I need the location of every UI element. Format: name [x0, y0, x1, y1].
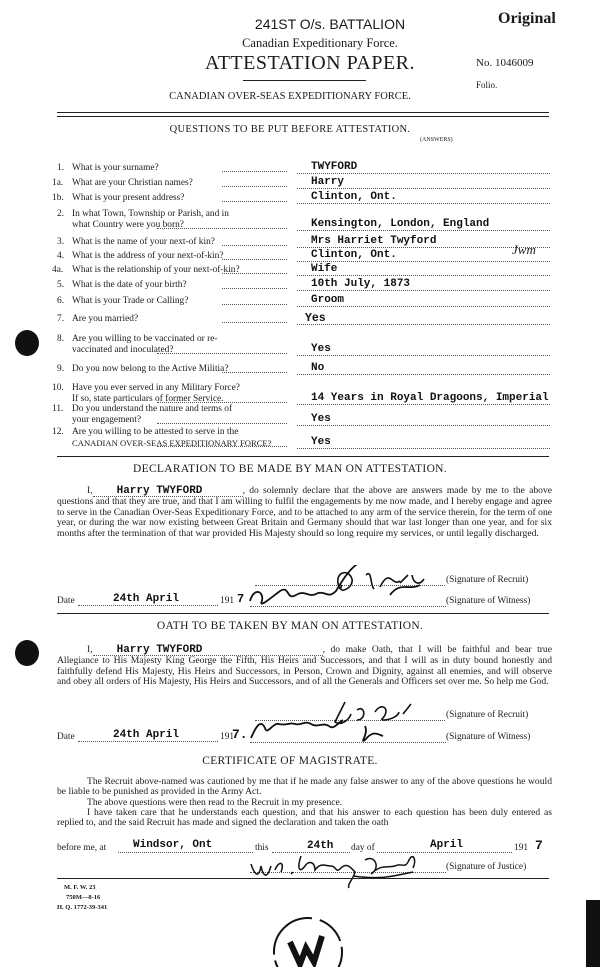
questions-heading: QUESTIONS TO BE PUT BEFORE ATTESTATION.: [169, 124, 411, 135]
question-number: 1.: [57, 163, 65, 173]
date-dots: [78, 605, 218, 606]
signature-justice-label: (Signature of Justice): [446, 862, 527, 872]
leader-dots: [222, 273, 287, 274]
answer-value: TWYFORD: [311, 161, 358, 173]
answer-line: [297, 404, 550, 405]
answer-value: Yes: [311, 413, 331, 425]
double-rule: [57, 116, 549, 117]
year-prefix: 191: [514, 843, 529, 853]
question-text: your engagement?: [72, 415, 141, 425]
oath-heading: OATH TO BE TAKEN BY MAN ON ATTESTATION.: [156, 620, 424, 632]
question-text: What is your present address?: [72, 193, 185, 203]
answer-line: [297, 324, 550, 325]
hq-reference: H. Q. 1772-39-341: [57, 904, 108, 911]
title-underline: [243, 80, 366, 81]
date-label: Date: [57, 596, 75, 606]
answer-line: [297, 275, 550, 276]
handwritten-signatures-declaration: [240, 565, 460, 613]
round-w-stamp: [268, 912, 348, 967]
page-edge-shadow: [586, 900, 600, 967]
battalion-stamp: 241ST O/s. BATTALION: [254, 16, 406, 32]
question-text: In what Town, Township or Parish, and in: [72, 209, 229, 219]
answer-value: Clinton, Ont.: [311, 249, 397, 261]
question-number: 2.: [57, 209, 65, 219]
signature-witness-label: (Signature of Witness): [446, 596, 531, 606]
answer-value: 10th July, 1873: [311, 278, 411, 290]
year-suffix: 7: [237, 592, 245, 606]
answer-line: [297, 188, 550, 189]
declaration-name: Harry TWYFORD: [116, 485, 203, 497]
force-heading: CANADIAN OVER-SEAS EXPEDITIONARY FORCE.: [169, 91, 411, 102]
handwritten-signatures-oath: [245, 698, 455, 748]
question-number: 3.: [57, 237, 65, 247]
question-number: 12.: [52, 427, 64, 437]
question-number: 8.: [57, 334, 65, 344]
leader-dots: [157, 353, 287, 354]
original-stamp: Original: [498, 10, 556, 27]
leader-dots: [222, 259, 287, 260]
declaration-body: , do solemnly declare that the above are answers made by me to the above questions and that they are true, and that I am willing to fulfil the engagements by me now made, and I hereby engage and agree to serve in the Canadian Over-Seas Expeditionary Force, and to be attached to any arm of the service therein, for the term of one year, or during the war now existing between Great Britain and Germany should that war last longer than one year, and for six months after the termination of that war provided His Majesty should so long require my services, or until legally discharged.: [57, 485, 552, 539]
question-text: If so, state particulars of former Service.: [72, 394, 224, 404]
leader-dots: [222, 245, 287, 246]
punch-hole: [15, 640, 39, 666]
question-text: What are your Christian names?: [72, 178, 193, 188]
question-text: What is the relationship of your next-of-kin?: [72, 265, 240, 275]
question-number: 6.: [57, 296, 65, 306]
declaration-date: 24th April: [113, 593, 180, 605]
answer-value: No: [311, 362, 325, 374]
question-number: 11.: [52, 404, 64, 414]
answer-line: [297, 306, 550, 307]
answer-line: [297, 374, 550, 375]
question-number: 10.: [52, 383, 64, 393]
section-rule: [57, 456, 549, 457]
answer-value: Groom: [311, 294, 345, 306]
section-rule: [57, 613, 549, 614]
signature-recruit-label: (Signature of Recruit): [446, 575, 529, 585]
question-text: Do you understand the nature and terms of: [72, 404, 233, 414]
place-dots: [118, 852, 253, 853]
certificate-p1: The Recruit above-named was cautioned by me that if he made any false answer to any of the above questions he would be liable to be punished as provided in the Army Act.: [57, 776, 552, 798]
question-text: Are you married?: [72, 314, 139, 324]
margin-initials: Jwm: [512, 242, 536, 257]
leader-dots: [222, 201, 287, 202]
certificate-p2: The above questions were then read to the Recruit in my presence.: [87, 797, 343, 808]
leader-dots: [222, 186, 287, 187]
declaration-heading: DECLARATION TO BE MADE BY MAN ON ATTESTATION.: [133, 463, 447, 475]
question-text: Do you now belong to the Active Militia?: [72, 364, 229, 374]
question-text: What is the name of your next-of kin?: [72, 237, 215, 247]
question-text: vaccinated and inoculated?: [72, 345, 174, 355]
answer-line: [297, 230, 550, 231]
print-run: 750M—8-16: [66, 894, 101, 901]
leader-dots: [222, 288, 287, 289]
page-title: ATTESTATION PAPER.: [204, 52, 415, 74]
handwritten-signature-justice: [245, 850, 455, 890]
answer-value: Wife: [311, 263, 338, 275]
answer-value: Yes: [311, 343, 331, 355]
answer-value: 14 Years in Royal Dragoons, Imperial: [311, 392, 549, 404]
leader-dots: [157, 228, 287, 229]
oath-name: Harry TWYFORD: [116, 644, 203, 656]
answer-value: Mrs Harriet Twyford: [311, 235, 437, 247]
question-text: Are you willing to be attested to serve in the: [72, 427, 239, 437]
date-dots: [78, 741, 218, 742]
question-text: what Country were you born?: [72, 220, 184, 230]
answer-line: [297, 261, 550, 262]
oath-body: , do make Oath, that I will be faithful and bear true Allegiance to His Majesty King George the Fifth, His Heirs and Successors, and that I will as in duty bound honestly and faithfully defend His Majesty, His Heirs and Successors, in Person, Crown and Dignity, against all enemies, and will observe and obey all orders of His Majesty, His Heirs and Successors, and of all the Generals and Officers set over me. So help me God.: [57, 644, 552, 688]
answer-line: [297, 355, 550, 356]
question-number: 1a.: [52, 178, 64, 188]
question-number: 1b.: [52, 193, 64, 203]
answer-value: Yes: [305, 312, 326, 325]
question-number: 5.: [57, 280, 65, 290]
question-text: What is the address of your next-of-kin?: [72, 251, 224, 261]
leader-dots: [157, 423, 287, 424]
leader-dots: [157, 446, 287, 447]
regimental-number: No. 1046009: [476, 57, 534, 69]
signature-recruit-label: (Signature of Recruit): [446, 710, 529, 720]
answer-value: Harry: [311, 176, 345, 188]
oath-text: [57, 645, 552, 688]
question-number: 7.: [57, 314, 65, 324]
year-suffix: 7: [535, 838, 543, 853]
declaration-prefix: I,: [87, 485, 93, 496]
place: Windsor, Ont: [133, 839, 213, 851]
declaration-text: [57, 486, 552, 539]
punch-hole: [15, 330, 39, 356]
answer-line: [297, 290, 550, 291]
leader-dots: [157, 402, 287, 403]
day-of-label: day of: [351, 843, 375, 853]
answer-line: [297, 448, 550, 449]
answer-line: [297, 203, 550, 204]
folio-label: Folio.: [476, 80, 498, 90]
before-label: before me, at: [57, 843, 107, 853]
question-number: 9.: [57, 364, 65, 374]
answer-value: Kensington, London, England: [311, 218, 490, 230]
force-subtitle: Canadian Expeditionary Force.: [242, 36, 398, 50]
question-text: What is your Trade or Calling?: [72, 296, 189, 306]
question-number: 4.: [57, 251, 65, 261]
month: April: [430, 839, 464, 851]
this-label: this: [255, 843, 269, 853]
certificate-heading: CERTIFICATE OF MAGISTRATE.: [202, 755, 378, 767]
answer-value: Clinton, Ont.: [311, 191, 397, 203]
leader-dots: [222, 322, 287, 323]
signature-witness-label: (Signature of Witness): [446, 732, 531, 742]
question-text: Are you willing to be vaccinated or re-: [72, 334, 218, 344]
answer-line: [297, 173, 550, 174]
section-rule: [57, 878, 549, 879]
date-label: Date: [57, 732, 75, 742]
double-rule: [57, 112, 549, 113]
leader-dots: [222, 304, 287, 305]
question-text: CANADIAN OVER-SEAS EXPEDITIONARY FORCE?: [72, 438, 272, 448]
question-text: What is your surname?: [72, 163, 159, 173]
leader-dots: [222, 171, 287, 172]
oath-prefix: I,: [87, 644, 93, 655]
question-text: What is the date of your birth?: [72, 280, 187, 290]
leader-dots: [222, 372, 287, 373]
year-prefix: 191: [220, 596, 235, 606]
certificate-p3: I have taken care that he understands each question, and that his answer to each question has been duly entered as replied to, and the said Recruit has made and signed the declaration and taken the oath: [57, 807, 552, 829]
oath-date: 24th April: [113, 729, 180, 741]
year-prefix: 191: [220, 732, 235, 742]
day: 24th: [307, 840, 334, 852]
answers-label: (ANSWERS): [420, 137, 453, 143]
year-suffix: 7.: [232, 727, 248, 742]
question-number: 4a.: [52, 265, 64, 275]
answer-value: Yes: [311, 436, 331, 448]
question-text: Have you ever served in any Military Force?: [72, 383, 240, 393]
form-code: M. F. W. 23: [64, 884, 96, 891]
answer-line: [297, 425, 550, 426]
